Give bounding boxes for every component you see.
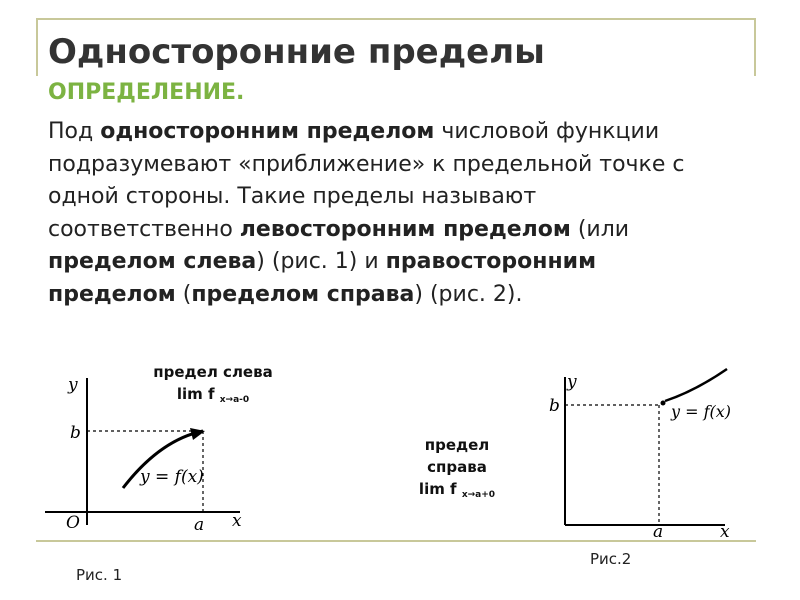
paragraph-text: (или (570, 216, 630, 242)
fig1-title (128, 361, 298, 411)
paragraph-bold-term: пределом справа (191, 281, 415, 307)
fig1-x-label: x (232, 511, 242, 531)
fig1-curve-label: y = f(x) (140, 467, 204, 487)
paragraph-bold-term: пределом слева (48, 249, 257, 274)
fig2-open-endpoint (661, 401, 666, 406)
fig2-title-line2: справа (427, 458, 487, 476)
fig2-x-label: x (720, 522, 730, 540)
fig1-limit-text: lim f (176, 385, 215, 403)
fig2-limit-text: lim f (418, 480, 457, 498)
figure-2-graph (535, 365, 745, 540)
fig1-limit-sub: x→a-0 (219, 395, 250, 405)
paragraph-bold-term: левосторонним пределом (239, 216, 571, 242)
slide-frame-left (36, 18, 38, 76)
fig2-b-label: b (549, 396, 560, 416)
fig2-title-line1: предел (424, 436, 490, 454)
fig1-origin-label: O (66, 513, 80, 533)
paragraph-text: ( (175, 281, 192, 307)
fig2-curve-label: y = f(x) (671, 402, 732, 421)
paragraph-text: Под (48, 119, 101, 144)
fig2-y-label: y (567, 372, 577, 392)
paragraph-text: ) (рис. 1) и (256, 249, 386, 274)
slide-title: Односторонние пределы (48, 32, 545, 72)
paragraph-text: ) (рис. 2). (414, 281, 523, 307)
fig2-title (402, 434, 512, 506)
fig1-y-label: y (68, 375, 78, 395)
definition-paragraph (48, 116, 688, 311)
fig1-a-label: a (194, 515, 205, 535)
fig2-a-label: a (653, 522, 664, 540)
fig2-limit-sub: x→a+0 (461, 490, 496, 500)
fig2-caption: Рис.2 (590, 550, 632, 568)
paragraph-text: числовой функции подразумевают «приближение» к предельной точке с одной стороны. Такие пределы называют соответственно (48, 119, 685, 242)
fig2-limit (402, 478, 512, 506)
fig1-title-line: предел слева (153, 363, 273, 381)
fig2-curve (665, 369, 727, 401)
slide-frame-top (36, 18, 756, 20)
slide-frame-bottom (36, 540, 756, 542)
paragraph-bold-term: правосторонним пределом (48, 249, 597, 307)
fig1-b-label: b (70, 423, 81, 443)
fig1-caption: Рис. 1 (76, 566, 123, 584)
paragraph-bold-term: односторонним пределом (100, 119, 435, 144)
slide-frame-right (754, 18, 756, 76)
fig1-limit (128, 383, 298, 411)
definition-heading: ОПРЕДЕЛЕНИЕ. (48, 80, 245, 105)
